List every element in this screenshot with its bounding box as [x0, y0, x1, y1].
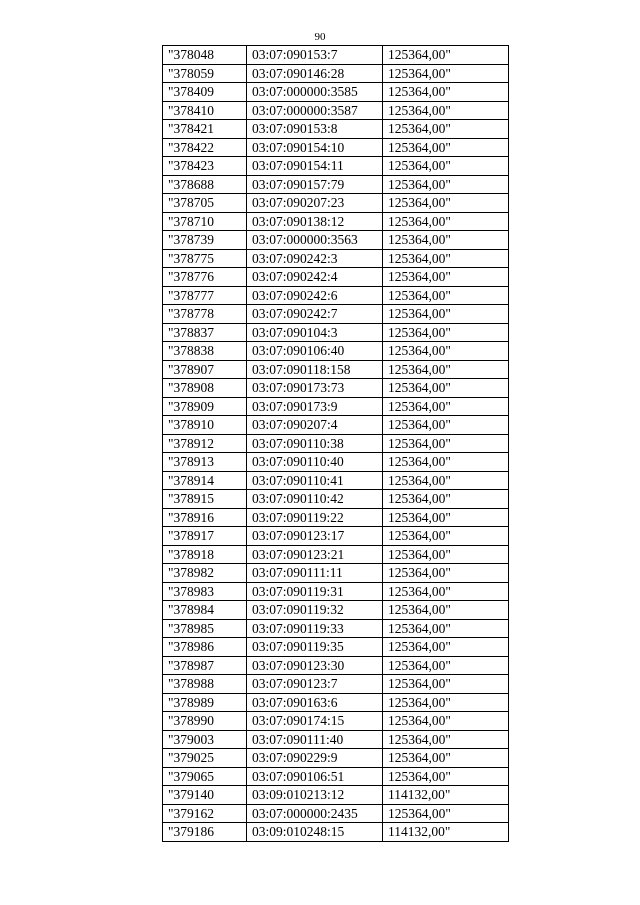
- value-cell: 125364,00": [383, 231, 509, 250]
- table-row: [163, 342, 509, 361]
- value-cell: 125364,00": [383, 527, 509, 546]
- value-cell: 125364,00": [383, 46, 509, 65]
- table-row: [163, 804, 509, 823]
- table-row: [163, 675, 509, 694]
- value-cell: 125364,00": [383, 323, 509, 342]
- table-row: [163, 564, 509, 583]
- cadastral-number-cell: 03:07:090163:6: [247, 693, 383, 712]
- table-row: [163, 693, 509, 712]
- table-row: [163, 490, 509, 509]
- record-id-cell: "378983: [163, 582, 247, 601]
- table-row: [163, 397, 509, 416]
- value-cell: 125364,00": [383, 638, 509, 657]
- cadastral-number-cell: 03:07:090119:35: [247, 638, 383, 657]
- record-id-cell: "378986: [163, 638, 247, 657]
- value-cell: 125364,00": [383, 619, 509, 638]
- table-row: [163, 656, 509, 675]
- value-cell: 125364,00": [383, 305, 509, 324]
- cadastral-number-cell: 03:09:010213:12: [247, 786, 383, 805]
- record-id-cell: "378910: [163, 416, 247, 435]
- value-cell: 125364,00": [383, 342, 509, 361]
- cadastral-number-cell: 03:07:000000:3563: [247, 231, 383, 250]
- record-id-cell: "379162: [163, 804, 247, 823]
- cadastral-number-cell: 03:07:090174:15: [247, 712, 383, 731]
- cadastral-number-cell: 03:07:090104:3: [247, 323, 383, 342]
- table-row: [163, 508, 509, 527]
- cadastral-number-cell: 03:07:090242:3: [247, 249, 383, 268]
- record-id-cell: "378982: [163, 564, 247, 583]
- cadastral-number-cell: 03:07:090119:22: [247, 508, 383, 527]
- value-cell: 125364,00": [383, 564, 509, 583]
- record-id-cell: "378421: [163, 120, 247, 139]
- record-id-cell: "379186: [163, 823, 247, 842]
- value-cell: 114132,00": [383, 786, 509, 805]
- cadastral-number-cell: 03:07:090207:23: [247, 194, 383, 213]
- record-id-cell: "378987: [163, 656, 247, 675]
- value-cell: 125364,00": [383, 656, 509, 675]
- cadastral-number-cell: 03:07:090146:28: [247, 64, 383, 83]
- table-row: [163, 582, 509, 601]
- value-cell: 125364,00": [383, 83, 509, 102]
- table-row: [163, 767, 509, 786]
- record-id-cell: "378989: [163, 693, 247, 712]
- value-cell: 125364,00": [383, 212, 509, 231]
- cadastral-number-cell: 03:07:090154:11: [247, 157, 383, 176]
- value-cell: 125364,00": [383, 138, 509, 157]
- cadastral-number-cell: 03:07:090242:6: [247, 286, 383, 305]
- value-cell: 125364,00": [383, 120, 509, 139]
- value-cell: 125364,00": [383, 286, 509, 305]
- table-row: [163, 749, 509, 768]
- table-row: [163, 786, 509, 805]
- cadastral-number-cell: 03:07:090123:21: [247, 545, 383, 564]
- cadastral-number-cell: 03:07:090110:38: [247, 434, 383, 453]
- cadastral-number-cell: 03:07:090242:4: [247, 268, 383, 287]
- record-id-cell: "379003: [163, 730, 247, 749]
- record-id-cell: "378739: [163, 231, 247, 250]
- cadastral-number-cell: 03:07:090229:9: [247, 749, 383, 768]
- value-cell: 125364,00": [383, 804, 509, 823]
- table-row: [163, 379, 509, 398]
- record-id-cell: "378837: [163, 323, 247, 342]
- value-cell: 125364,00": [383, 175, 509, 194]
- value-cell: 125364,00": [383, 601, 509, 620]
- value-cell: 125364,00": [383, 434, 509, 453]
- value-cell: 125364,00": [383, 730, 509, 749]
- table-row: [163, 434, 509, 453]
- cadastral-number-cell: 03:07:090153:8: [247, 120, 383, 139]
- record-id-cell: "378422: [163, 138, 247, 157]
- cadastral-number-cell: 03:07:090153:7: [247, 46, 383, 65]
- record-id-cell: "378705: [163, 194, 247, 213]
- table-row: [163, 268, 509, 287]
- table-row: [163, 286, 509, 305]
- cadastral-number-cell: 03:07:090119:33: [247, 619, 383, 638]
- record-id-cell: "378908: [163, 379, 247, 398]
- value-cell: 125364,00": [383, 194, 509, 213]
- record-id-cell: "378907: [163, 360, 247, 379]
- cadastral-number-cell: 03:07:090106:51: [247, 767, 383, 786]
- record-id-cell: "378710: [163, 212, 247, 231]
- table-row: [163, 212, 509, 231]
- table-row: [163, 138, 509, 157]
- value-cell: 125364,00": [383, 508, 509, 527]
- record-id-cell: "378777: [163, 286, 247, 305]
- value-cell: 125364,00": [383, 397, 509, 416]
- value-cell: 125364,00": [383, 64, 509, 83]
- value-cell: 125364,00": [383, 582, 509, 601]
- table-row: [163, 730, 509, 749]
- value-cell: 114132,00": [383, 823, 509, 842]
- cadastral-number-cell: 03:07:090110:41: [247, 471, 383, 490]
- table-row: [163, 249, 509, 268]
- record-id-cell: "378838: [163, 342, 247, 361]
- value-cell: 125364,00": [383, 249, 509, 268]
- table-row: [163, 101, 509, 120]
- record-id-cell: "379065: [163, 767, 247, 786]
- table-row: [163, 823, 509, 842]
- table-row: [163, 453, 509, 472]
- record-id-cell: "378988: [163, 675, 247, 694]
- record-id-cell: "378914: [163, 471, 247, 490]
- value-cell: 125364,00": [383, 157, 509, 176]
- cadastral-number-cell: 03:07:090138:12: [247, 212, 383, 231]
- cadastral-number-cell: 03:07:090207:4: [247, 416, 383, 435]
- cadastral-number-cell: 03:07:090119:32: [247, 601, 383, 620]
- cadastral-number-cell: 03:07:090173:9: [247, 397, 383, 416]
- cadastral-number-cell: 03:07:090123:17: [247, 527, 383, 546]
- table-row: [163, 712, 509, 731]
- record-id-cell: "378913: [163, 453, 247, 472]
- table-row: [163, 157, 509, 176]
- table-row: [163, 64, 509, 83]
- record-id-cell: "379140: [163, 786, 247, 805]
- value-cell: 125364,00": [383, 712, 509, 731]
- record-id-cell: "378778: [163, 305, 247, 324]
- record-id-cell: "378917: [163, 527, 247, 546]
- table-row: [163, 527, 509, 546]
- value-cell: 125364,00": [383, 416, 509, 435]
- value-cell: 125364,00": [383, 545, 509, 564]
- cadastral-number-cell: 03:07:000000:2435: [247, 804, 383, 823]
- table-row: [163, 601, 509, 620]
- page-number: 90: [314, 31, 326, 43]
- value-cell: 125364,00": [383, 693, 509, 712]
- record-id-cell: "378916: [163, 508, 247, 527]
- record-id-cell: "378775: [163, 249, 247, 268]
- table-row: [163, 83, 509, 102]
- record-id-cell: "378059: [163, 64, 247, 83]
- table-row: [163, 471, 509, 490]
- record-id-cell: "378410: [163, 101, 247, 120]
- table-row: [163, 323, 509, 342]
- value-cell: 125364,00": [383, 675, 509, 694]
- cadastral-number-cell: 03:07:090123:7: [247, 675, 383, 694]
- record-id-cell: "378423: [163, 157, 247, 176]
- table-row: [163, 545, 509, 564]
- cadastral-number-cell: 03:07:090106:40: [247, 342, 383, 361]
- table-row: [163, 305, 509, 324]
- record-id-cell: "378776: [163, 268, 247, 287]
- cadastral-number-cell: 03:07:090110:40: [247, 453, 383, 472]
- record-id-cell: "378048: [163, 46, 247, 65]
- record-id-cell: "378990: [163, 712, 247, 731]
- table-row: [163, 46, 509, 65]
- table-row: [163, 619, 509, 638]
- record-id-cell: "378409: [163, 83, 247, 102]
- record-id-cell: "378918: [163, 545, 247, 564]
- record-id-cell: "378909: [163, 397, 247, 416]
- cadastral-number-cell: 03:07:090157:79: [247, 175, 383, 194]
- record-id-cell: "378985: [163, 619, 247, 638]
- record-id-cell: "378984: [163, 601, 247, 620]
- cadastral-number-cell: 03:07:090118:158: [247, 360, 383, 379]
- cadastral-number-cell: 03:07:000000:3585: [247, 83, 383, 102]
- table-row: [163, 194, 509, 213]
- table-row: [163, 360, 509, 379]
- table-row: [163, 416, 509, 435]
- value-cell: 125364,00": [383, 767, 509, 786]
- cadastral-number-cell: 03:07:090173:73: [247, 379, 383, 398]
- registry-table-body: [163, 46, 509, 842]
- cadastral-number-cell: 03:07:090111:11: [247, 564, 383, 583]
- value-cell: 125364,00": [383, 453, 509, 472]
- value-cell: 125364,00": [383, 471, 509, 490]
- table-row: [163, 638, 509, 657]
- cadastral-number-cell: 03:07:000000:3587: [247, 101, 383, 120]
- value-cell: 125364,00": [383, 379, 509, 398]
- record-id-cell: "378915: [163, 490, 247, 509]
- value-cell: 125364,00": [383, 268, 509, 287]
- value-cell: 125364,00": [383, 490, 509, 509]
- record-id-cell: "378912: [163, 434, 247, 453]
- cadastral-number-cell: 03:07:090110:42: [247, 490, 383, 509]
- registry-table: [162, 45, 509, 842]
- value-cell: 125364,00": [383, 101, 509, 120]
- value-cell: 125364,00": [383, 360, 509, 379]
- cadastral-number-cell: 03:07:090123:30: [247, 656, 383, 675]
- cadastral-number-cell: 03:07:090111:40: [247, 730, 383, 749]
- value-cell: 125364,00": [383, 749, 509, 768]
- record-id-cell: "379025: [163, 749, 247, 768]
- cadastral-number-cell: 03:09:010248:15: [247, 823, 383, 842]
- cadastral-number-cell: 03:07:090242:7: [247, 305, 383, 324]
- table-row: [163, 120, 509, 139]
- cadastral-number-cell: 03:07:090119:31: [247, 582, 383, 601]
- cadastral-number-cell: 03:07:090154:10: [247, 138, 383, 157]
- table-row: [163, 231, 509, 250]
- record-id-cell: "378688: [163, 175, 247, 194]
- table-row: [163, 175, 509, 194]
